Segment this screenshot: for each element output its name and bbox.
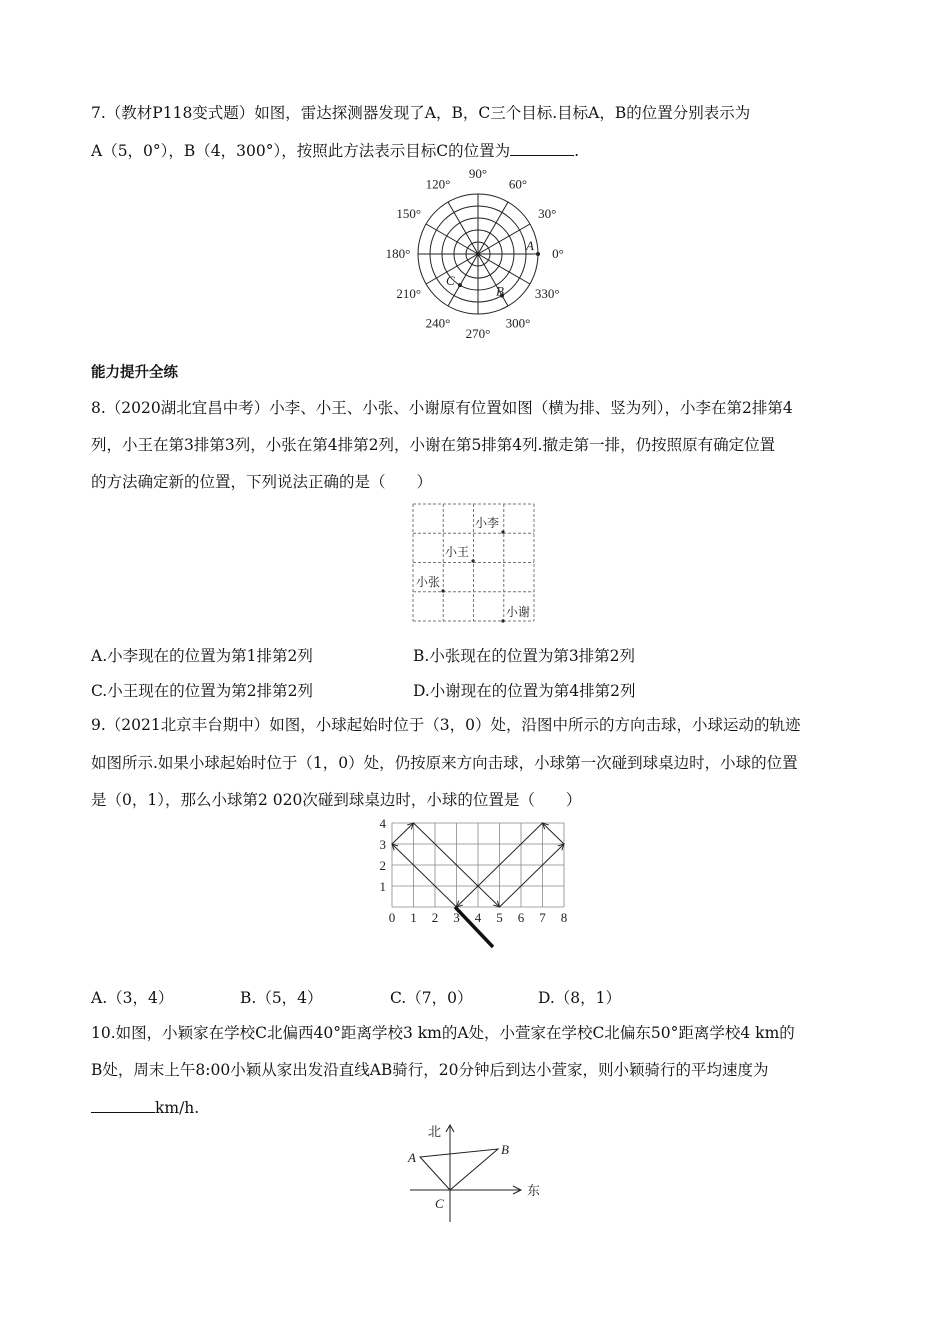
radar-angle-label: 0°: [552, 246, 564, 261]
ball-path-segment: [500, 844, 565, 907]
section-title: 能力提升全练: [91, 365, 178, 381]
y-tick-label: 3: [379, 837, 386, 852]
seat-dot: [501, 619, 504, 622]
radar-angle-label: 120°: [425, 176, 451, 192]
seat-dot: [441, 589, 444, 592]
direction-diagram: [400, 1122, 560, 1232]
radar-angle-label: 30°: [538, 206, 557, 221]
q9-option-b[interactable]: B.（5，4）: [240, 989, 323, 1007]
y-tick-label: 1: [379, 879, 386, 894]
radar-point-label: A: [526, 238, 534, 253]
radar-point-label: C: [446, 273, 455, 289]
q10-line-3-end: km/h.: [155, 1099, 200, 1117]
ball-path-segment: [543, 823, 565, 844]
seating-grid: [412, 503, 537, 625]
north-label: 北: [428, 1125, 442, 1140]
q9-option-a[interactable]: A.（3，4）: [91, 989, 174, 1007]
x-tick-label: 7: [539, 910, 546, 925]
q8-option-d[interactable]: D.小谢现在的位置为第4排第2列: [413, 682, 636, 700]
x-tick-label: 8: [560, 910, 568, 925]
radar-angle-label: 210°: [396, 286, 422, 301]
q8-line-1: 8.（2020湖北宜昌中考）小李、小王、小张、小谢原有位置如图（横为排、竖为列），小李在第2排第4: [91, 399, 793, 417]
ball-path-segment: [392, 823, 414, 844]
x-tick-label: 4: [474, 910, 482, 925]
radar-angle-label: 180°: [385, 246, 411, 261]
point-c-label: C: [435, 1196, 444, 1211]
q8-option-a[interactable]: A.小李现在的位置为第1排第2列: [91, 647, 313, 665]
x-tick-label: 2: [431, 910, 439, 925]
radar-point-dot: [536, 252, 540, 256]
y-tick-label: 2: [379, 858, 386, 873]
answer-blank[interactable]: [510, 141, 574, 156]
radar-angle-label: 240°: [425, 315, 451, 331]
billiard-diagram: [380, 815, 580, 955]
triangle-abc: [420, 1149, 498, 1190]
q8-line-3: 的方法确定新的位置，下列说法正确的是（ ）: [91, 473, 433, 491]
q9-line-3: 是（0，1），那么小球第2 020次碰到球桌边时，小球的位置是（ ）: [91, 791, 582, 809]
point-b-label: B: [501, 1142, 509, 1157]
radar-angle-label: 330°: [534, 286, 560, 301]
east-label: 东: [527, 1184, 541, 1199]
radar-angle-label: 60°: [508, 176, 528, 192]
q9-line-2: 如图所示.如果小球起始时位于（1，0）处，仍按原来方向击球，小球第一次碰到球桌边时，小球的位置: [91, 754, 798, 772]
x-tick-label: 3: [453, 910, 460, 925]
seat-dot: [471, 559, 474, 562]
q10-line-3: [91, 1098, 199, 1118]
q8-option-b[interactable]: B.小张现在的位置为第3排第2列: [413, 647, 636, 665]
x-tick-label: 0: [388, 910, 396, 925]
q9-option-d[interactable]: D.（8，1）: [538, 989, 622, 1007]
q8-option-c[interactable]: C.小王现在的位置为第2排第2列: [91, 682, 313, 700]
answer-blank[interactable]: [91, 1098, 155, 1113]
seat-label: 小李: [475, 516, 500, 530]
x-tick-label: 1: [410, 910, 417, 925]
q7-line-2-text: A（5，0°），B（4，300°），按照此方法表示目标C的位置为: [91, 142, 511, 160]
q7-line-2-end: .: [574, 142, 580, 160]
q10-line-1: 10.如图，小颖家在学校C北偏西40°距离学校3 km的A处，小萱家在学校C北偏东50°距离学校4 km的: [91, 1024, 795, 1042]
q9-option-c[interactable]: C.（7，0）: [390, 989, 473, 1007]
q10-line-2: B处，周末上午8:00小颖从家出发沿直线AB骑行，20分钟后到达小萱家，则小颖骑行的平均速度为: [91, 1061, 769, 1079]
seat-label: 小谢: [506, 605, 531, 619]
x-tick-label: 6: [517, 910, 525, 925]
q7-line-2: [91, 141, 579, 161]
radar-angle-label: 90°: [468, 166, 488, 181]
q9-line-1: 9.（2021北京丰台期中）如图，小球起始时位于（3，0）处，沿图中所示的方向击球，小球运动的轨迹: [91, 716, 801, 734]
seat-label: 小张: [416, 575, 441, 589]
y-tick-label: 4: [379, 816, 386, 831]
ball-path-segment: [392, 844, 457, 907]
radar-angle-label: 300°: [505, 315, 531, 331]
q7-line-1: 7.（教材P118变式题）如图，雷达探测器发现了A，B，C三个目标.目标A，B的位置分别表示为: [91, 104, 751, 122]
seat-label: 小王: [445, 545, 470, 559]
radar-point-label: B: [496, 283, 504, 299]
point-a-label: A: [408, 1150, 416, 1165]
radar-diagram: [370, 165, 580, 345]
q8-line-2: 列，小王在第3排第3列，小张在第4排第2列，小谢在第5排第4列.撤走第一排，仍按照原有确定位置: [91, 436, 776, 454]
x-tick-label: 5: [496, 910, 503, 925]
seat-dot: [501, 530, 504, 533]
radar-angle-label: 150°: [396, 206, 422, 221]
radar-point-dot: [458, 283, 462, 287]
radar-angle-label: 270°: [465, 326, 491, 341]
